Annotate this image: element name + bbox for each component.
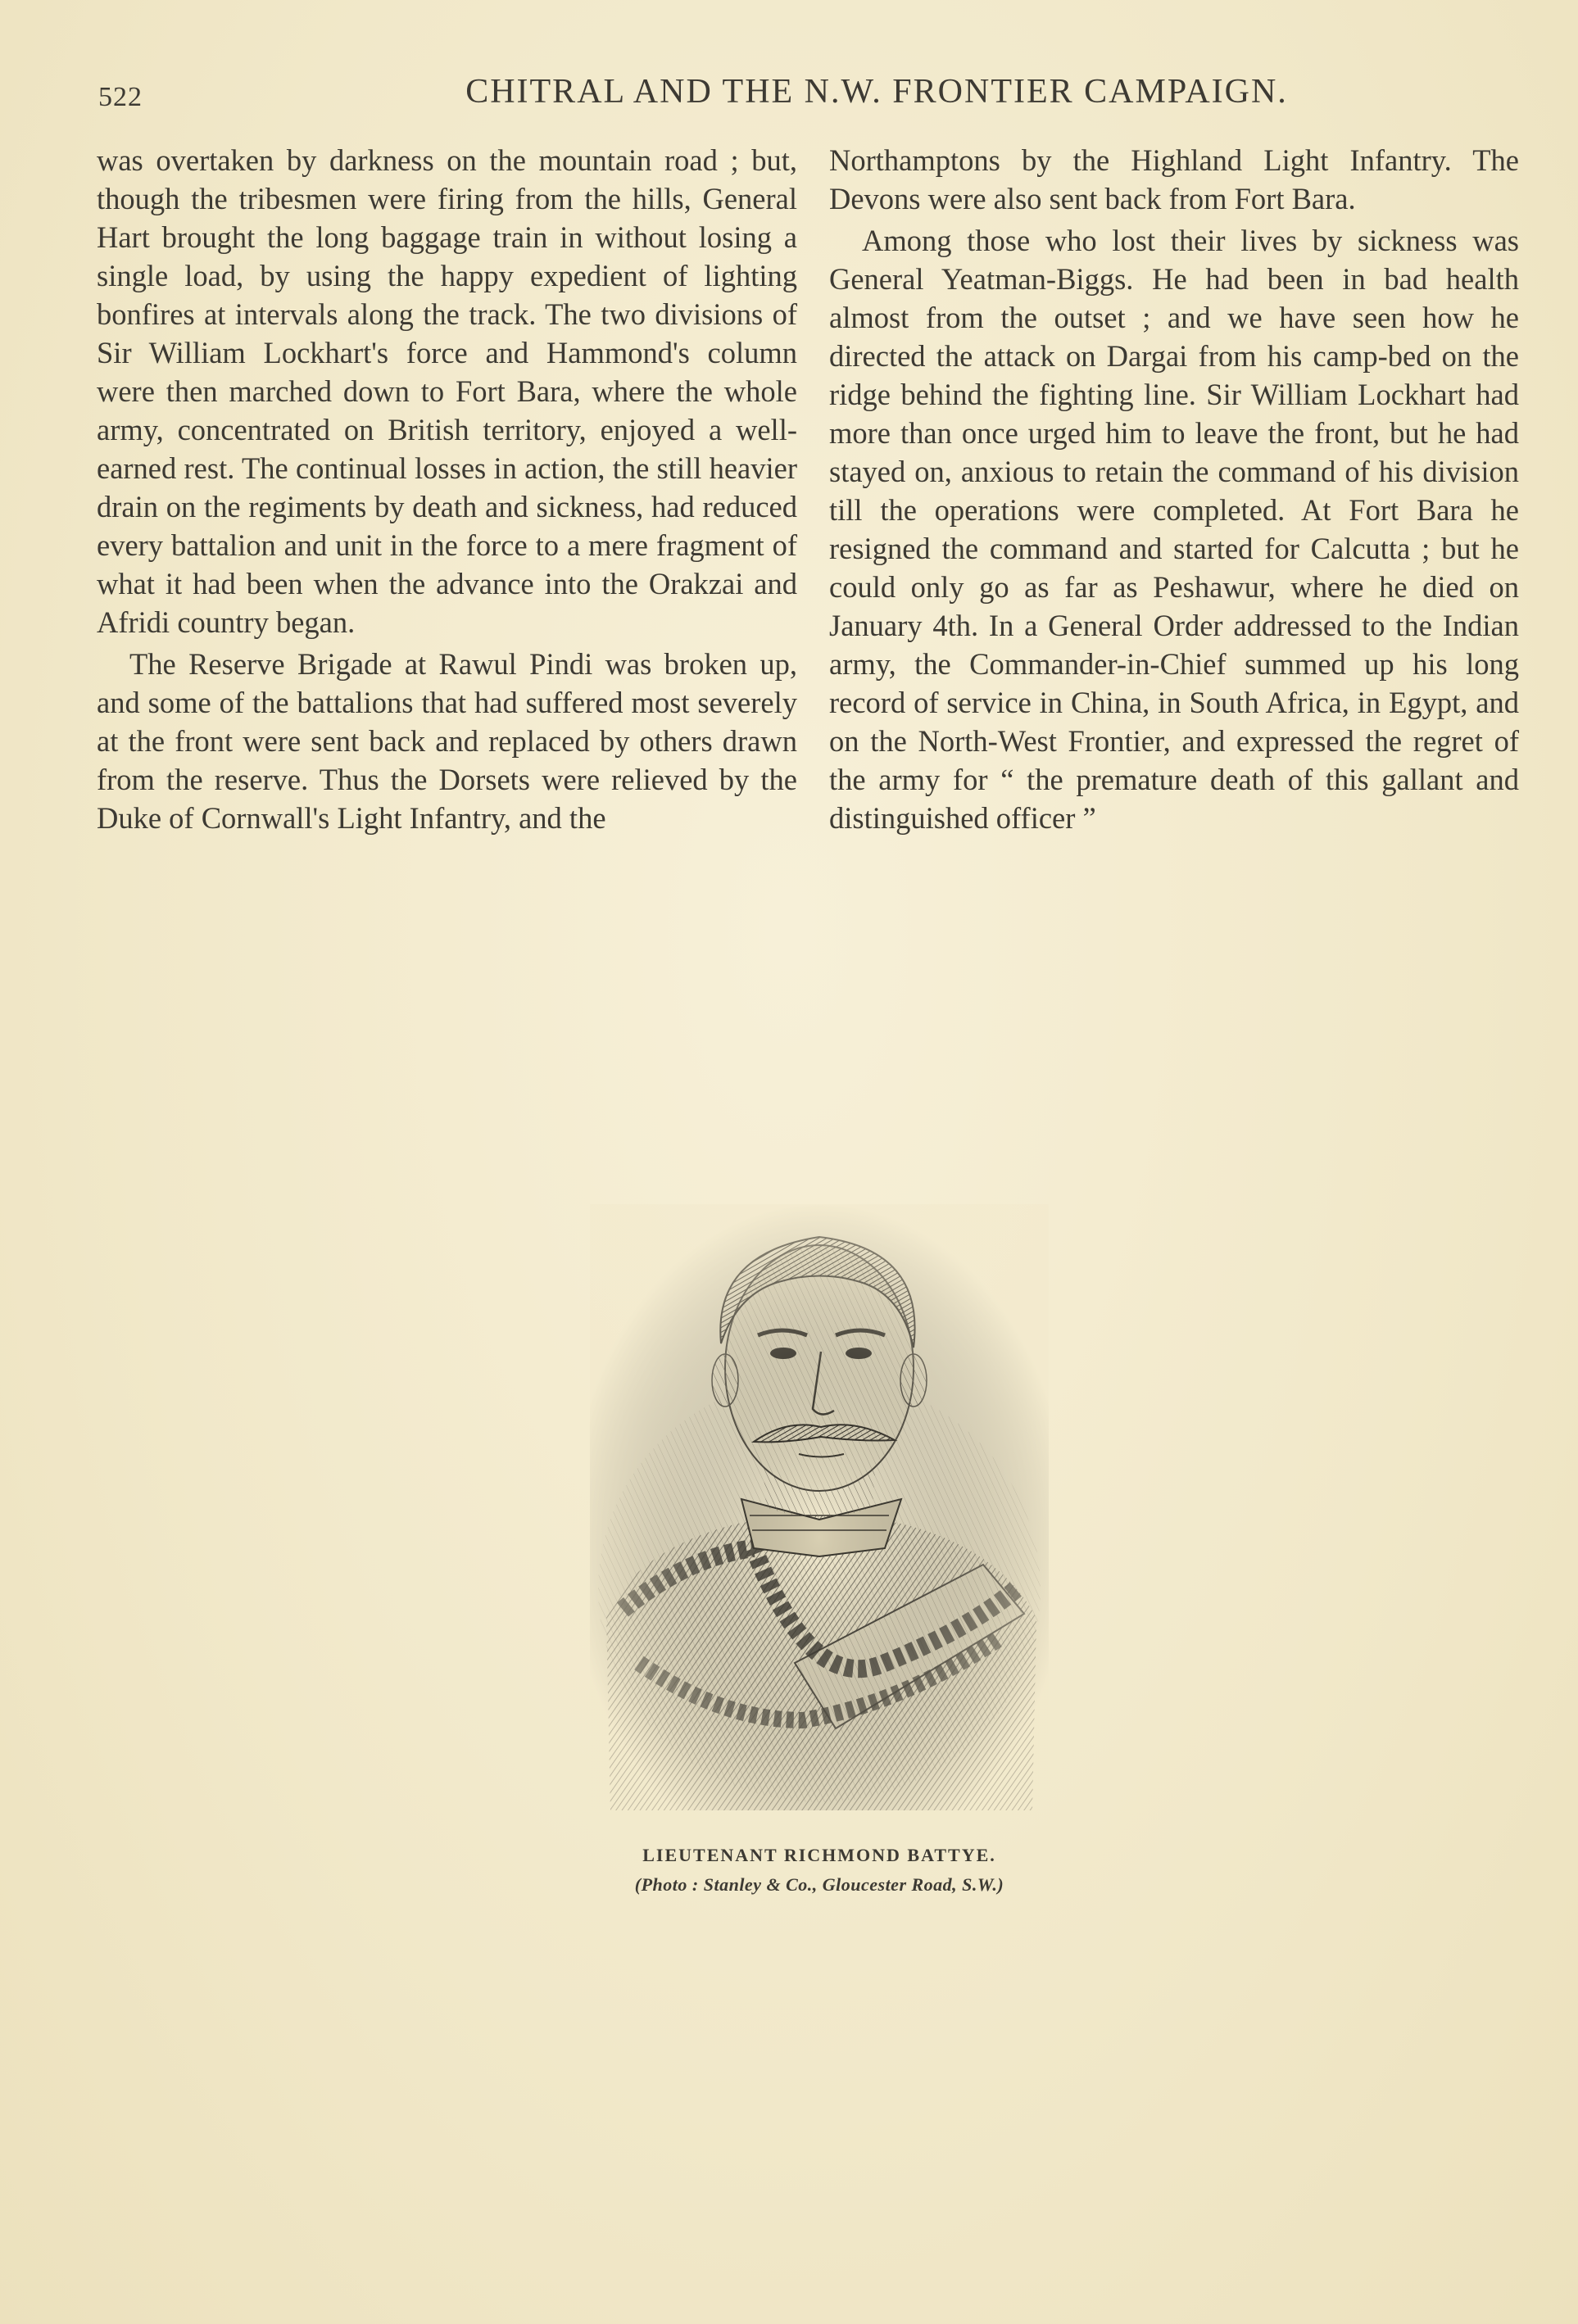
figure-caption (459, 1845, 1180, 1896)
paragraph: Among those who lost their lives by sickness was General Yeatman-Biggs. He had been in bad health almost from the outset ; and we have seen how he directed the attack on Dargai from his camp-bed on the ridge behind the fighting line. Sir William Lockhart had more than once urged him to leave the front, but he had stayed on, anxious to retain the command of his division till the operations were completed. At Fort Bara he resigned the command and started for Calcutta ; but he could only go as far as Peshawur, where he died on January 4th. In a General Order addressed to the Indian army, the Commander-in-Chief summed up his long record of service in China, in South Africa, in Egypt, and on the North-West Frontier, and expressed the regret of the army for “ the premature death of this gallant and distinguished officer ” (829, 224, 1519, 835)
paragraph: The Reserve Brigade at Rawul Pindi was broken up, and some of the battalions that had suffered most severely at the front were sent back and replaced by others drawn from the reserve. Thus the Dorsets were relieved by the Duke of Cornwall's Light Infantry, and the (97, 647, 797, 835)
running-title: CHITRAL AND THE N.W. FRONTIER CAMPAIGN. (465, 73, 1288, 111)
paragraph: was overtaken by darkness on the mountain road ; but, though the tribesmen were firing from the hills, General Hart brought the long baggage train in without losing a single load, by using the happy expedient of lighting bonfires at intervals along the track. The two divisions of Sir William Lockhart's force and Hammond's column were then marched down to Fort Bara, where the whole army, concentrated on British territory, enjoyed a well-earned rest. The continual losses in action, the still heavier drain on the regiments by death and sickness, had reduced every battalion and unit in the force to a mere fragment of what it had been when the advance into the Orakzai and Afridi country began. (97, 143, 797, 639)
paragraph: Northamptons by the Highland Light Infantry. The Devons were also sent back from Fort Bara. (829, 143, 1519, 215)
caption-title: LIEUTENANT RICHMOND BATTYE. (642, 1845, 996, 1865)
right-column (829, 141, 1519, 837)
page-number: 522 (98, 82, 143, 112)
left-column (97, 141, 797, 837)
portrait-engraving (590, 1204, 1049, 1810)
photo-credit: (Photo : Stanley & Co., Gloucester Road, S.W.) (634, 1874, 1004, 1895)
